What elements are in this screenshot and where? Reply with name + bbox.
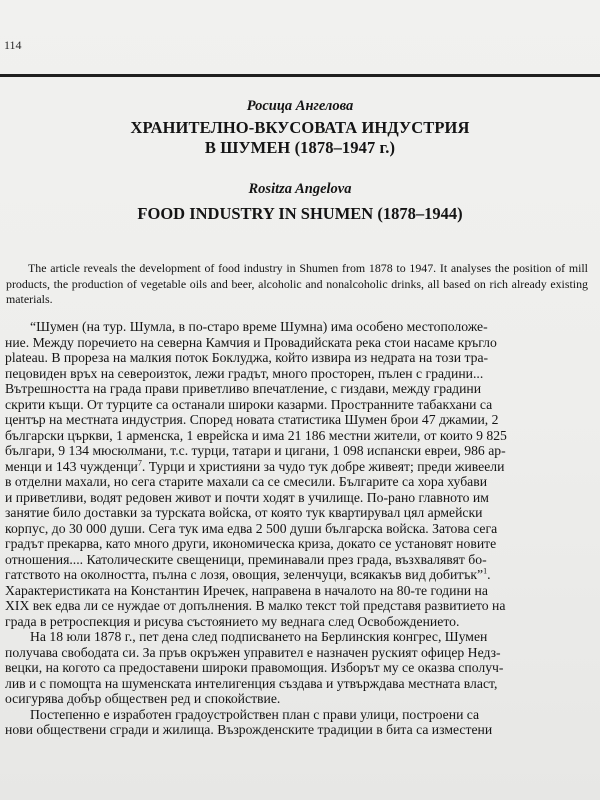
page-number: 114 bbox=[4, 38, 22, 52]
body-line: пецовиден връх на североизток, лежи градът, много просторен, пълен с градини... bbox=[5, 365, 484, 381]
article-title-bg bbox=[0, 118, 600, 158]
paragraph-3-line: нови обществени сгради и жилища. Възрожденските традиции в бита са изместени bbox=[5, 722, 493, 737]
header-rule bbox=[0, 74, 600, 77]
body-line: Характеристиката на Константин Иречек, направена в началото на 80-те години на bbox=[5, 582, 488, 598]
paragraph-2-line: получава свободата си. За пръв окръжен управител е назначен руският офицер Недз- bbox=[5, 644, 501, 660]
article-body bbox=[5, 319, 593, 738]
paragraph-2-line: На 18 юли 1878 г., пет дена след подписването на Берлинския конгрес, Шумен bbox=[30, 629, 488, 644]
article-title-bg-line-2: В ШУМЕН (1878–1947 г.) bbox=[204, 138, 396, 157]
body-line: корпус, до 30 000 души. Сега тук има едва 2 500 души българска войска. Затова сега bbox=[5, 520, 498, 536]
body-line: българи, 9 134 мюсюлмани, т.с. турци, татари и цигани, 1 098 испански евреи, 986 ар- bbox=[5, 443, 506, 458]
body-line-text: гатството на околността, пълна с лозя, овощия, зеленчуци, всякакъв вид добитък” bbox=[5, 567, 484, 582]
body-line: отношения.... Католическите свещеници, преминавали през града, възхвалявят бо- bbox=[5, 551, 487, 567]
body-line: Вътрешността на града прави приветливо впечатление, с гиздави, между градини bbox=[5, 381, 482, 396]
paragraph-2-line: осигурява добър обществен ред и спокойствие. bbox=[5, 691, 281, 706]
body-line-with-footnote bbox=[5, 567, 593, 583]
paragraph-2-line: вецки, на когото са предоставени широки правомощия. Изборът му се оказва сполуч- bbox=[5, 660, 504, 675]
body-line: “Шумен (на тур. Шумла, в по-старо време Шумна) има особено местоположе- bbox=[30, 319, 488, 334]
footnote-marker: 1 bbox=[483, 567, 488, 576]
article-title-en: FOOD INDUSTRY IN SHUMEN (1878–1944) bbox=[137, 204, 463, 223]
body-line-with-footnote bbox=[5, 459, 593, 475]
body-line: център на местната индустрия. Според новата статистика Шумен брои 47 джамии, 2 bbox=[5, 412, 499, 427]
body-line: занятие било доставки за турската войска, от която тук квартирувал цял армейски bbox=[5, 505, 483, 520]
author-bg: Росица Ангелова bbox=[246, 98, 354, 114]
body-line: и приветливи, водят редовен живот и почти ходят в училище. По-рано главното им bbox=[5, 489, 489, 505]
article-title-bg-line-1: ХРАНИТЕЛНО-ВКУСОВАТА ИНДУСТРИЯ bbox=[130, 118, 470, 137]
author-en: Rositza Angelova bbox=[248, 181, 352, 197]
body-line: XIX век едва ли се нуждае от допълнения. В малко текст той представя развитието на bbox=[5, 598, 506, 613]
paragraph-3-line: Постепенно е изработен градоустройствен план с прави улици, построени са bbox=[30, 706, 480, 722]
body-line: градът прекарва, като много други, икономическа криза, докато се установят новите bbox=[5, 536, 497, 551]
body-line-text: менци и 143 чужденци bbox=[5, 458, 138, 474]
abstract: The article reveals the development of food industry in Shumen from 1878 to 1947. It analyses the position of mill products, the production of vegetable oils and beer, alcoholic and nonalcoholic drinks, all based on rich already existing materials. bbox=[6, 261, 588, 306]
body-line-tail: . bbox=[487, 567, 491, 582]
body-line: plateau. В прореза на малкия поток Боклуджа, който извира из недрата на този тра- bbox=[5, 350, 489, 365]
body-line-tail: . Турци и християни за чудо тук добре живеят; преди живеели bbox=[141, 458, 505, 474]
body-line: в отделни махали, но сега старите махали са се смесили. Българите са хора хубави bbox=[5, 474, 488, 489]
body-line: ние. Между поречието на северна Камчия и Провадийската река стои насаме кръгло bbox=[5, 334, 497, 350]
paragraph-2-line: лив и с помощта на шуменската интелигенция създава и утвърждава местната власт, bbox=[5, 675, 498, 691]
footnote-marker: 7 bbox=[137, 458, 142, 467]
body-line: български църкви, 1 арменска, 1 еврейска и има 21 186 местни жители, от които 9 825 bbox=[5, 427, 507, 443]
body-line: скрити къщи. От турците са останали широки казарми. Пространните табакхани са bbox=[5, 396, 493, 412]
body-line: града в ретроспекция и рисува състоянието му веднага след Освобождението. bbox=[5, 613, 460, 629]
